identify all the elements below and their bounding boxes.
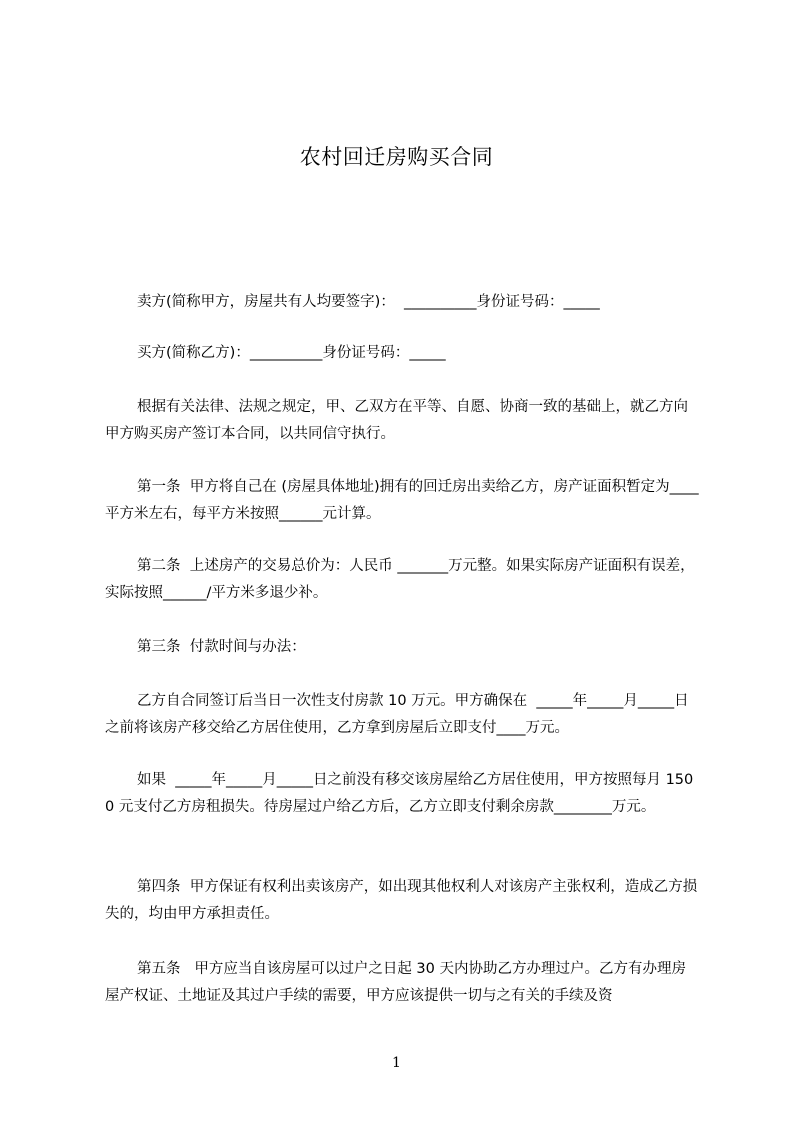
article-2-paragraph: 第二条 上述房产的交易总价为：人民币 _______万元整。如果实际房产证面积有误差，实际按照______/平方米多退少补。 <box>105 558 695 601</box>
buyer-line: 买方(简称乙方)：__________身份证号码：_____ <box>137 345 446 361</box>
article-5-paragraph: 第五条 甲方应当自该房屋可以过户之日起 30 天内协助乙方办理过户。乙方有办理房屋产权证、土地证及其过户手续的需要，甲方应该提供一切与之有关的手续及资 <box>105 961 686 1004</box>
article-4-paragraph: 第四条 甲方保证有权利出卖该房产，如出现其他权利人对该房产主张权利，造成乙方损失的，均由甲方承担责任。 <box>105 879 698 922</box>
document-title: 农村回迁房购买合同 <box>299 145 494 169</box>
article-3-heading: 第三条 付款时间与办法： <box>137 639 306 655</box>
delay-compensation-paragraph: 如果 _____年_____月_____日之前没有移交该房屋给乙方居住使用，甲方按照每月 1500 元支付乙方房租损失。待房屋过户给乙方后，乙方立即支付剩余房款________万元。 <box>105 772 694 815</box>
page-number: 1 <box>392 1055 401 1071</box>
seller-line: 卖方(简称甲方，房屋共有人均要签字)： __________身份证号码：_____ <box>137 294 600 310</box>
payment-paragraph: 乙方自合同签订后当日一次性支付房款 10 万元。甲方确保在 _____年_____月_____日之前将该房产移交给乙方居住使用，乙方拿到房屋后立即支付____万元。 <box>105 693 689 736</box>
preamble-paragraph: 根据有关法律、法规之规定，甲、乙双方在平等、自愿、协商一致的基础上，就乙方向甲方购买房产签订本合同，以共同信守执行。 <box>105 399 688 442</box>
article-1-paragraph: 第一条 甲方将自己在 (房屋具体地址)拥有的回迁房出卖给乙方，房产证面积暂定为____ 平方米左右，每平方米按照______元计算。 <box>105 479 704 522</box>
